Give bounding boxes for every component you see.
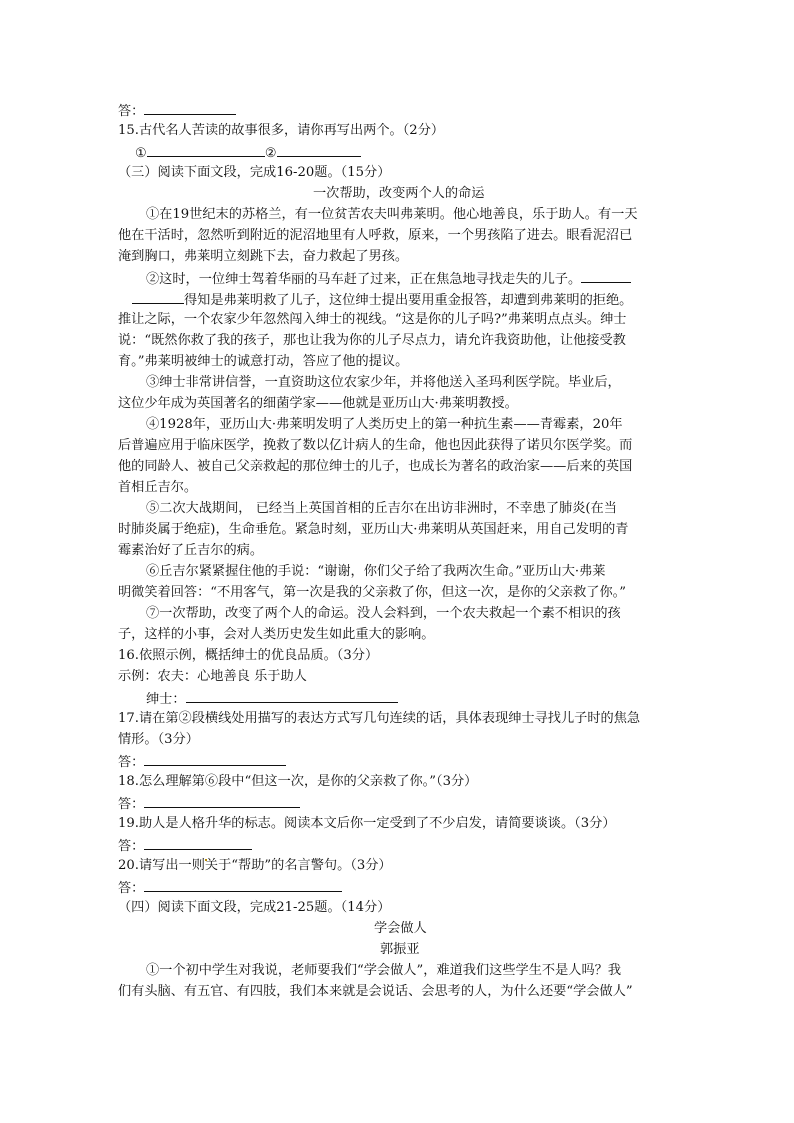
article-author: 郭振亚 — [380, 942, 420, 957]
paragraph-line: 这位少年成为英国著名的细菌学家——他就是亚历山大·弗莱明教授。 — [118, 396, 518, 411]
section-heading-4: （四）阅读下面文段，完成21-25题。（14分） — [118, 900, 391, 915]
question-20: 20.请写出一则关于“帮助”的名言警句。（3分） — [118, 858, 392, 873]
paragraph-line: 他的同龄人、被自己父亲救起的那位绅士的儿子，也成长为著名的政治家——后来的英国 — [118, 459, 633, 474]
answer-line-16: 绅士： — [146, 688, 398, 710]
answer-blank[interactable] — [144, 877, 342, 892]
paragraph-line: 他在干活时，忽然听到附近的泥沼地里有人呼救，原来，一个男孩陷了进去。眼看泥沼已 — [118, 228, 633, 243]
paragraph-line: 后普遍应用于临床医学，挽救了数以亿计病人的生命，他也因此获得了诺贝尔医学奖。而 — [118, 438, 633, 453]
answer-blank[interactable] — [144, 751, 286, 766]
paragraph-line: ①一个初中学生对我说，老师要我们“学会做人”，难道我们这些学生不是人吗？我 — [146, 963, 622, 978]
answer-blank[interactable] — [144, 100, 236, 115]
answer-line-20: 答： — [118, 877, 342, 899]
question-17: 17.请在第②段横线处用描写的表达方式写几句连续的话，具体表现绅士寻找儿子时的焦急 — [118, 711, 641, 726]
answer-blank[interactable] — [144, 793, 300, 808]
fill-blank-line[interactable] — [581, 268, 631, 283]
answer-blank-2[interactable] — [277, 142, 361, 157]
question-17-cont: 情形。（3分） — [118, 732, 199, 747]
paragraph-line: ②这时，一位绅士驾着华丽的马车赶了过来，正在焦急地寻找走失的儿子。 — [146, 268, 631, 290]
question-15: 15.古代名人苦读的故事很多，请你再写出两个。（2分） — [118, 123, 445, 138]
question-18: 18.怎么理解第⑥段中“但这一次，是你的父亲救了你。”（3分） — [118, 774, 478, 789]
paragraph-line: ①在19世纪末的苏格兰，有一位贫苦农夫叫弗莱明。他心地善良，乐于助人。有一天 — [146, 207, 638, 222]
section-heading-3: （三）阅读下面文段，完成16-20题。（15分） — [118, 165, 391, 180]
answer-line-18: 答： — [118, 793, 300, 815]
paragraph-line: 子，这样的小事，会对人类历史发生如此重大的影响。 — [118, 627, 435, 642]
paragraph-line: 育。”弗莱明被绅士的诚意打动，答应了他的提议。 — [118, 354, 409, 369]
paragraph-line: 得知是弗莱明救了儿子，这位绅士提出要用重金报答，却遭到弗莱明的拒绝。 — [132, 289, 632, 311]
answer-blank[interactable] — [186, 688, 398, 703]
answer-blank[interactable] — [144, 835, 252, 850]
article-title: 学会做人 — [374, 921, 427, 936]
paragraph-line: 淹到胸口，弗莱明立刻跳下去，奋力救起了男孩。 — [118, 249, 409, 264]
question-16: 16.依照示例，概括绅士的优良品质。（3分） — [118, 648, 379, 663]
answer-line-14: 答： — [118, 100, 236, 122]
paragraph-line: 明微笑着回答：“不用客气，第一次是我的父亲救了你，但这一次，是你的父亲救了你。” — [118, 585, 627, 600]
paragraph-line: 时肺炎属于绝症)，生命垂危。紧急时刻，亚历山大·弗莱明从英国赶来，用自己发明的青 — [118, 522, 629, 537]
answer-line-15: ① ② — [135, 142, 361, 164]
answer-blank-1[interactable] — [147, 142, 265, 157]
paragraph-line: ⑤二次大战期间， 已经当上英国首相的丘吉尔在出访非洲时，不幸患了肺炎(在当 — [146, 501, 617, 516]
paragraph-line: 推让之际，一个农家少年忽然闯入绅士的视线。“这是你的儿子吗?”弗莱明点点头。绅士 — [118, 312, 627, 327]
fill-blank-line[interactable] — [132, 289, 184, 304]
example-line: 示例：农夫：心地善良 乐于助人 — [118, 669, 307, 684]
paragraph-line: ⑥丘吉尔紧紧握住他的手说：“谢谢，你们父子给了我两次生命。”亚历山大·弗莱 — [146, 564, 606, 579]
question-19: 19.助人是人格升华的标志。阅读本文后你一定受到了不少启发，请简要谈谈。（3分） — [118, 816, 616, 831]
paragraph-line: ④1928年，亚历山大·弗莱明发明了人类历史上的第一种抗生素——青霉素，20年 — [146, 417, 623, 432]
paragraph-line: ⑦一次帮助，改变了两个人的命运。没人会料到，一个农夫救起一个素不相识的孩 — [146, 606, 621, 621]
paragraph-line: 们有头脑、有五官、有四肢，我们本来就是会说话、会思考的人，为什么还要“学会做人” — [118, 984, 633, 999]
paragraph-line: 霉素治好了丘吉尔的病。 — [118, 543, 264, 558]
paragraph-line: 说：“既然你救了我的孩子，那也让我为你的儿子尽点力，请允许我资助他，让他接受教 — [118, 333, 626, 348]
answer-line-19: 答： — [118, 835, 252, 857]
article-title: 一次帮助，改变两个人的命运 — [313, 186, 485, 201]
answer-line-17: 答： — [118, 751, 286, 773]
paragraph-line: ③绅士非常讲信誉，一直资助这位农家少年，并将他送入圣玛利医学院。毕业后， — [146, 375, 621, 390]
paragraph-line: 首相丘吉尔。 — [118, 480, 198, 495]
